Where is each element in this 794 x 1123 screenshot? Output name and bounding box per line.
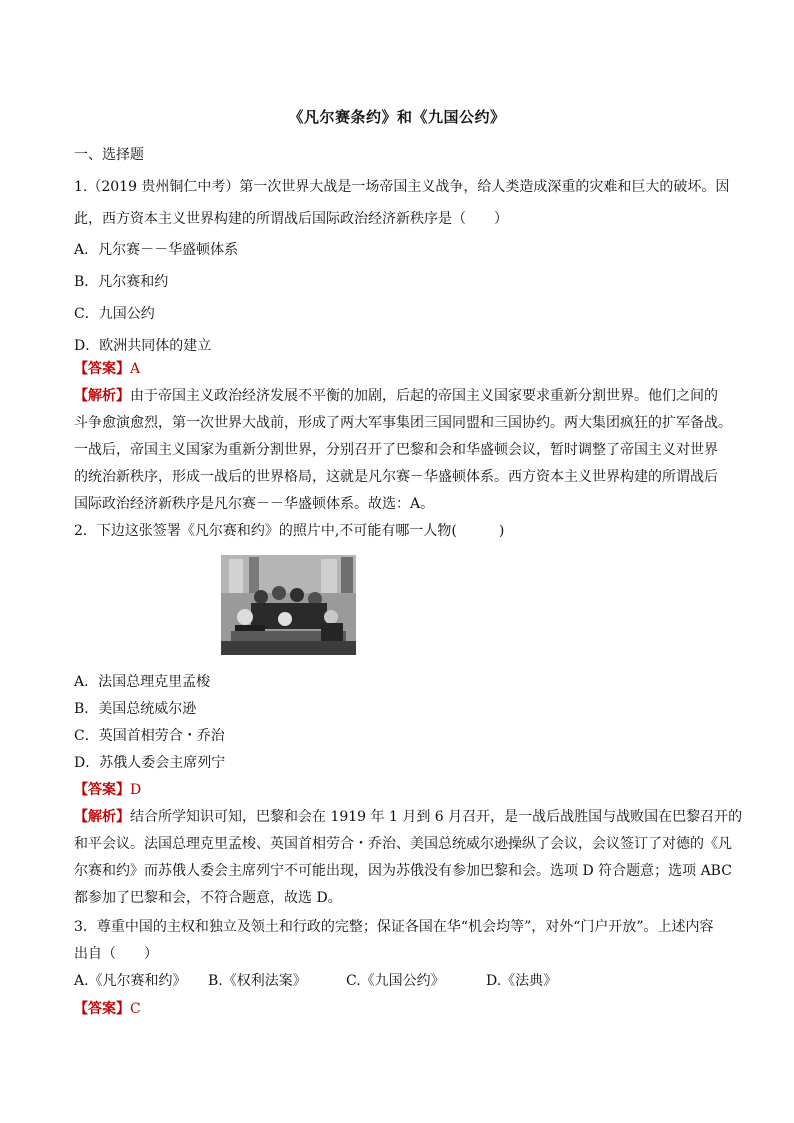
q3-answer — [74, 999, 141, 1019]
q3-option-b: B.《权利法案》 — [208, 973, 307, 989]
q3-stem-line-1: 3．尊重中国的主权和独立及领土和行政的完整；保证各国在华“机会均等”，对外“门户开放”。上述内容 — [74, 919, 714, 935]
analysis-text: 由于帝国主义政治经济发展不平衡的加剧，后起的帝国主义国家要求重新分割世界。他们之间的 — [130, 388, 718, 404]
q2-stem: 2．下边这张签署《凡尔赛和约》的照片中,不可能有哪一人物( ) — [74, 523, 505, 539]
answer-tag: 【答案】 — [74, 1001, 130, 1017]
q1-analysis-line-2: 斗争愈演愈烈，第一次世界大战前，形成了两大军事集团三国同盟和三国协约。两大集团疯狂的扩军备战。 — [74, 415, 732, 431]
q1-analysis-line-1 — [74, 386, 718, 406]
q1-option-b: B．凡尔赛和约 — [74, 274, 169, 290]
q2-option-b: B．美国总统威尔逊 — [74, 701, 197, 717]
q2-analysis-line-1 — [74, 807, 742, 827]
q1-option-d: D．欧洲共同体的建立 — [74, 338, 212, 354]
answer-value: D — [130, 782, 142, 798]
analysis-text: 结合所学知识可知，巴黎和会在 1919 年 1 月到 6 月召开，是一战后战胜国与战败国在巴黎召开的 — [130, 809, 743, 825]
q3-stem-line-2: 出自（ ） — [74, 946, 158, 962]
treaty-signing-photo — [221, 555, 356, 655]
analysis-tag: 【解析】 — [74, 809, 130, 825]
q3-option-a: A.《凡尔赛和约》 — [74, 973, 187, 989]
q1-answer — [74, 359, 140, 379]
answer-tag: 【答案】 — [74, 782, 130, 798]
q1-analysis-line-5: 国际政治经济新秩序是凡尔赛－－华盛顿体系。故选：A。 — [74, 496, 435, 512]
q3-option-d: D.《法典》 — [486, 973, 558, 989]
q2-option-c: C．英国首相劳合・乔治 — [74, 728, 225, 744]
document-title: 《凡尔赛条约》和《九国公约》 — [288, 108, 506, 126]
q2-option-d: D．苏俄人委会主席列宁 — [74, 755, 226, 771]
section-heading: 一、选择题 — [74, 147, 144, 163]
answer-value: C — [130, 1001, 141, 1017]
q2-answer — [74, 780, 141, 800]
q1-analysis-line-3: 一战后，帝国主义国家为重新分割世界，分别召开了巴黎和会和华盛顿会议，暂时调整了帝国主义对世界 — [74, 442, 718, 458]
q2-option-a: A．法国总理克里孟梭 — [74, 674, 211, 690]
q1-option-a: A．凡尔赛－－华盛顿体系 — [74, 242, 239, 258]
q1-option-c: C．九国公约 — [74, 306, 155, 322]
answer-value: A — [130, 361, 141, 377]
q1-stem-line-2: 此，西方资本主义世界构建的所谓战后国际政治经济新秩序是（ ） — [74, 211, 508, 227]
analysis-tag: 【解析】 — [74, 388, 130, 404]
q2-analysis-line-3: 尔赛和约》而苏俄人委会主席列宁不可能出现，因为苏俄没有参加巴黎和会。选项 D 符合题意；选项 ABC — [74, 863, 732, 879]
q2-analysis-line-2: 和平会议。法国总理克里孟梭、英国首相劳合・乔治、美国总统威尔逊操纵了会议，会议签订了对德的《凡 — [74, 836, 732, 852]
q3-option-c: C.《九国公约》 — [346, 973, 445, 989]
q1-stem-line-1: 1.（2019 贵州铜仁中考）第一次世界大战是一场帝国主义战争，给人类造成深重的灾难和巨大的破坏。因 — [74, 179, 730, 195]
answer-tag: 【答案】 — [74, 361, 130, 377]
q1-analysis-line-4: 的统治新秩序，形成一战后的世界格局，这就是凡尔赛－华盛顿体系。西方资本主义世界构建的所谓战后 — [74, 469, 718, 485]
q2-analysis-line-4: 都参加了巴黎和会，不符合题意，故选 D。 — [74, 890, 342, 906]
